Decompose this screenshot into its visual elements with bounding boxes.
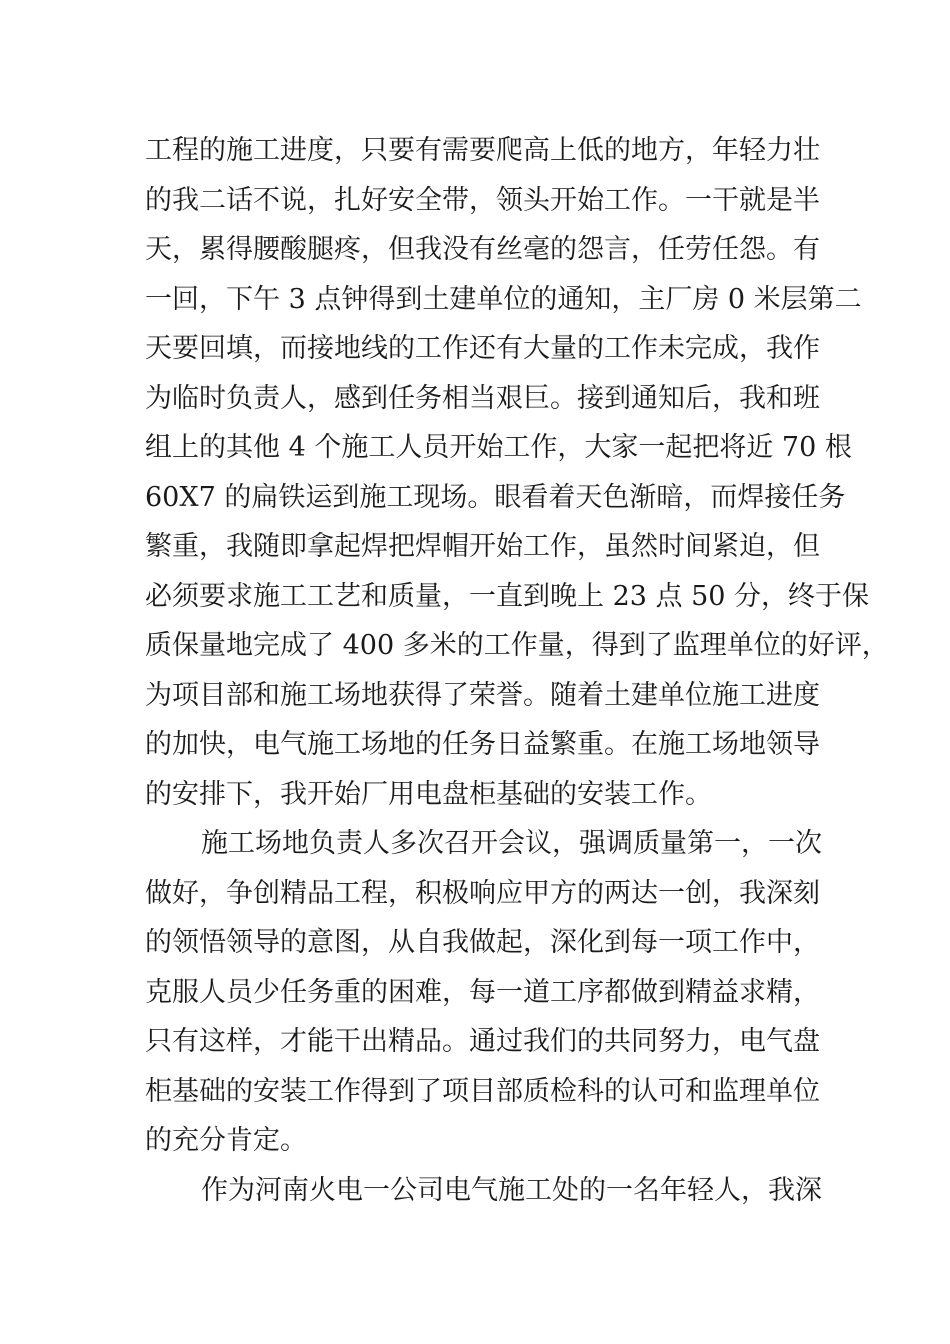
document-body bbox=[145, 126, 889, 1215]
text-line: 柜基础的安装工作得到了项目部质检科的认可和监理单位 bbox=[145, 1075, 820, 1107]
text-line: 为临时负责人，感到任务相当艰巨。接到通知后，我和班 bbox=[145, 382, 820, 414]
text-line: 60X7 的扁铁运到施工现场。眼看着天色渐暗，而焊接任务 bbox=[145, 481, 846, 513]
text-line: 为项目部和施工场地获得了荣誉。随着土建单位施工进度 bbox=[145, 679, 820, 711]
text-line: 作为河南火电一公司电气施工处的一名年轻人，我深 bbox=[201, 1174, 822, 1206]
text-line: 的充分肯定。 bbox=[145, 1125, 307, 1156]
text-line: 克服人员少任务重的困难，每一道工序都做到精益求精， bbox=[145, 976, 820, 1008]
text-line: 天，累得腰酸腿疼，但我没有丝毫的怨言，任劳任怨。有 bbox=[145, 234, 820, 265]
paragraph-1 bbox=[145, 126, 889, 819]
text-line: 必须要求施工工艺和质量，一直到晚上 23 点 50 分，终于保 bbox=[145, 580, 870, 612]
text-line: 施工场地负责人多次召开会议，强调质量第一，一次 bbox=[201, 828, 822, 859]
text-line: 的领悟领导的意图，从自我做起，深化到每一项工作中， bbox=[145, 927, 820, 958]
text-line: 工程的施工进度，只要有需要爬高上低的地方，年轻力壮 bbox=[145, 135, 820, 166]
text-line: 的安排下，我开始厂用电盘柜基础的安装工作。 bbox=[145, 778, 712, 810]
text-line: 做好，争创精品工程，积极响应甲方的两达一创，我深刻 bbox=[145, 877, 820, 909]
text-line: 质保量地完成了 400 多米的工作量，得到了监理单位的好评， bbox=[145, 630, 889, 661]
text-line: 只有这样，才能干出精品。通过我们的共同努力，电气盘 bbox=[145, 1026, 820, 1057]
paragraph-3 bbox=[145, 1166, 825, 1216]
text-line: 繁重，我随即拿起焊把焊帽开始工作，虽然时间紧迫，但 bbox=[145, 531, 820, 562]
text-line: 天要回填，而接地线的工作还有大量的工作未完成，我作 bbox=[145, 333, 820, 364]
text-line: 的我二话不说，扎好安全带，领头开始工作。一干就是半 bbox=[145, 184, 820, 216]
text-line: 一回，下午 3 点钟得到土建单位的通知，主厂房 0 米层第二 bbox=[145, 283, 862, 315]
paragraph-2 bbox=[145, 819, 825, 1166]
text-line: 的加快，电气施工场地的任务日益繁重。在施工场地领导 bbox=[145, 729, 820, 760]
text-line: 组上的其他 4 个施工人员开始工作，大家一起把将近 70 根 bbox=[145, 432, 852, 463]
